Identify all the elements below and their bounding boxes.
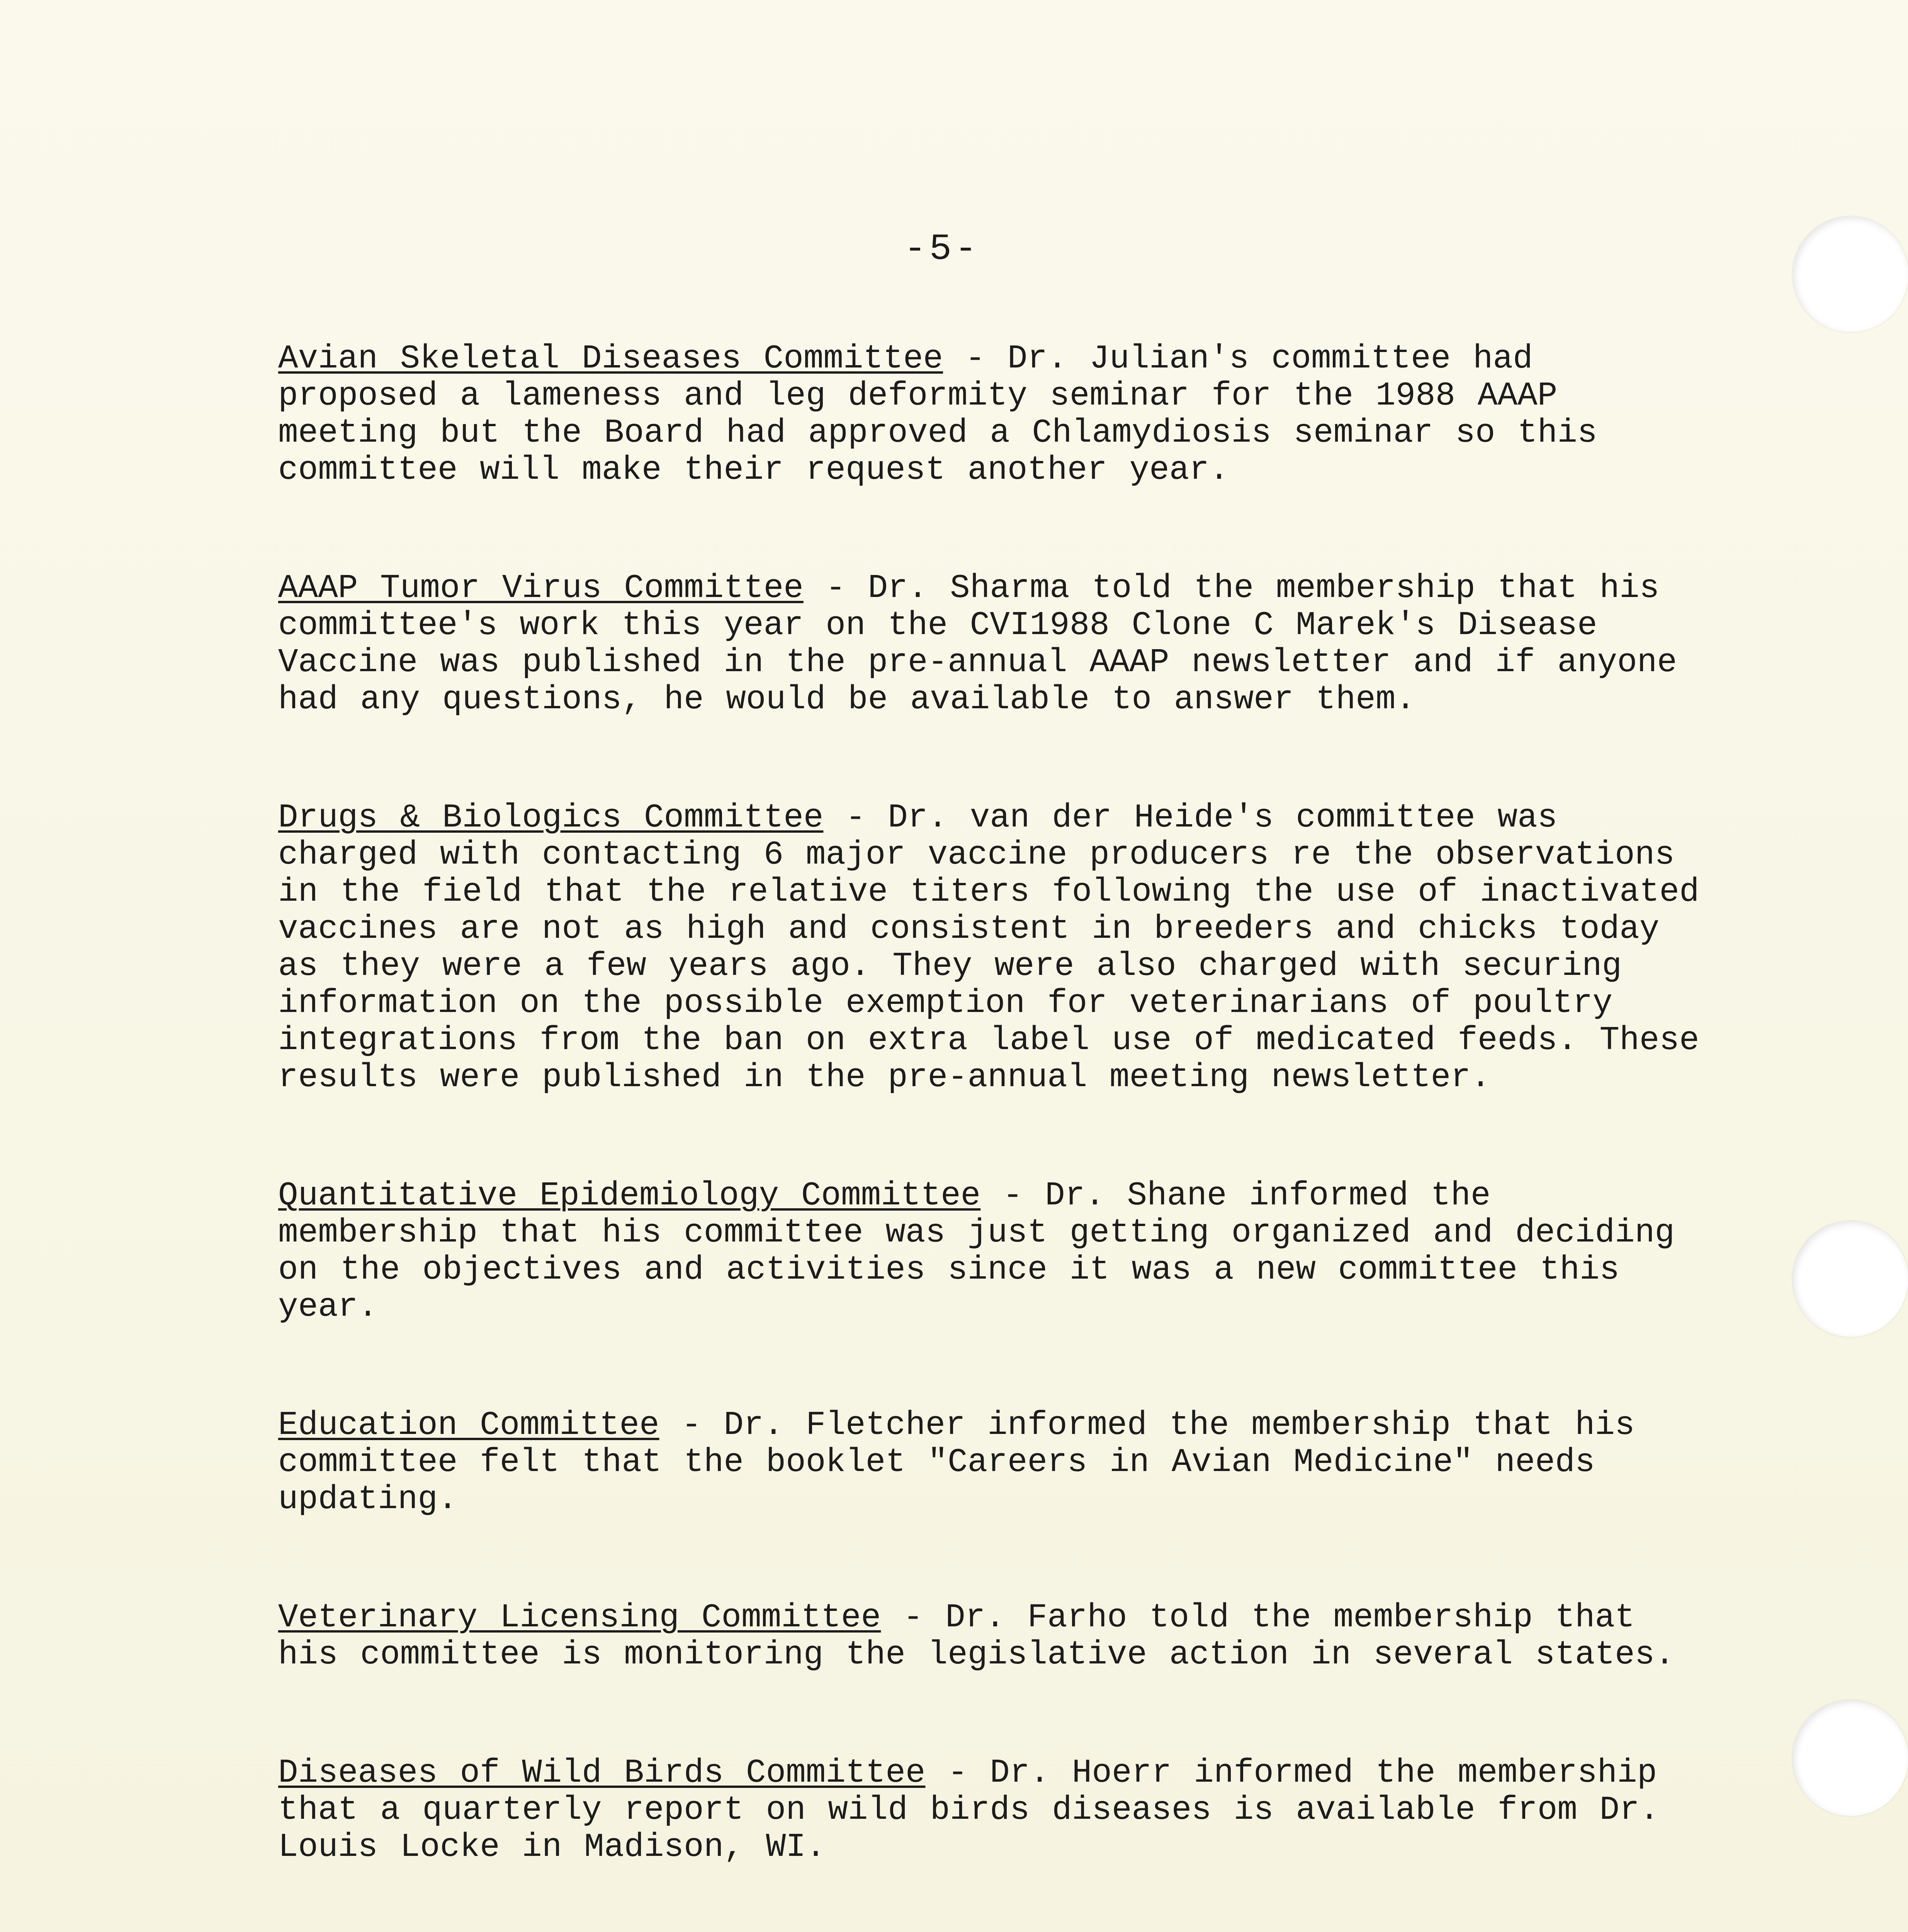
committee-heading: AAAP Tumor Virus Committee	[278, 569, 804, 607]
committee-heading: Diseases of Wild Birds Committee	[278, 1754, 926, 1792]
committee-body: - Dr. Shane informed the membership that his committee was just getting organized and deciding on the objectives and activities since it was a new committee this year.	[278, 1177, 1697, 1326]
committee-report	[278, 340, 1700, 488]
binder-hole	[1792, 1221, 1908, 1337]
committee-heading: Drugs & Biologics Committee	[278, 799, 824, 837]
binder-hole	[1792, 216, 1908, 332]
page-number: -5-	[904, 228, 980, 270]
committee-report	[278, 1406, 1700, 1518]
committee-report	[278, 570, 1700, 718]
committee-report	[278, 1754, 1700, 1866]
committee-body: - Dr. Hoerr informed the membership that a quarterly report on wild birds diseases is available from Dr. Louis Locke in Madison, WI.	[278, 1754, 1682, 1866]
committee-report	[278, 1599, 1700, 1673]
committee-reports	[278, 340, 1722, 1932]
committee-heading: Veterinary Licensing Committee	[278, 1599, 881, 1636]
committee-body: - Dr. Julian's committee had proposed a lameness and leg deformity seminar for the 1988 AAAP meeting but the Board had approved a Chlamydiosis seminar so this committee will make their request another year.	[278, 340, 1620, 489]
binder-hole	[1792, 1700, 1908, 1816]
committee-body: - Dr. Fletcher informed the membership that his committee felt that the booklet "Careers in Avian Medicine" needs updating.	[278, 1406, 1657, 1518]
committee-body: - Dr. Sharma told the membership that his committee's work this year on the CVI1988 Clone C Marek's Disease Vaccine was published in the pre-annual AAAP newsletter and if anyone had any questions, he would be available to answer them.	[278, 569, 1699, 718]
committee-heading: Avian Skeletal Diseases Committee	[278, 340, 943, 378]
committee-body: - Dr. Farho told the membership that his committee is monitoring the legislative action in several states.	[278, 1599, 1675, 1673]
committee-report	[278, 1177, 1700, 1325]
committee-report	[278, 799, 1722, 1096]
committee-body: - Dr. van der Heide's committee was charged with contacting 6 major vaccine producers re the observations in the field that the relative titers following the use of inactivated vaccines are not as high and consistent in breeders and chicks today as they were a few years ago. They were also charged with securing information on the possible exemption for veterinarians of poultry integrations from the ban on extra label use of medicated feeds. These results were published in the pre-annual meeting newsletter.	[278, 799, 1722, 1096]
committee-heading: Quantitative Epidemiology Committee	[278, 1177, 981, 1214]
committee-heading: Education Committee	[278, 1406, 659, 1444]
